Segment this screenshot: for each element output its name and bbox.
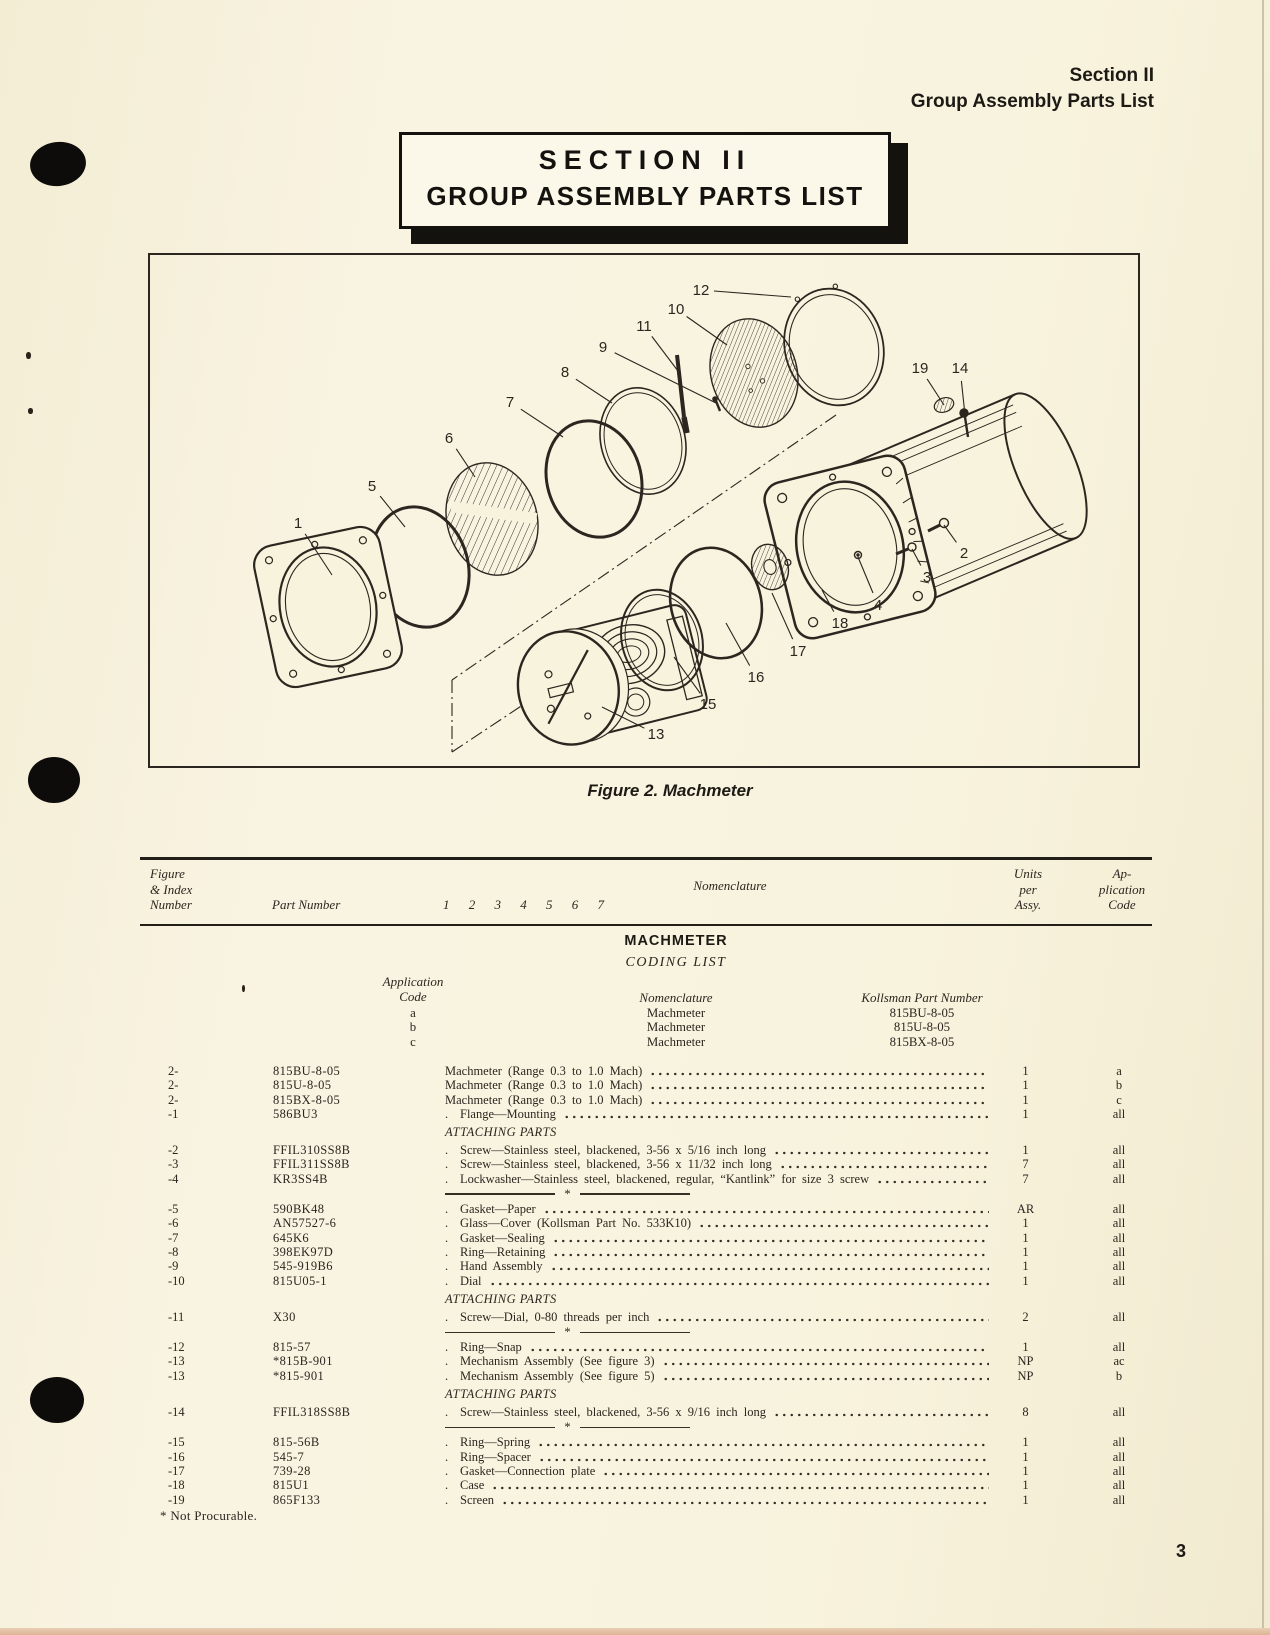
table-row: [168, 1274, 1180, 1288]
indenture-dot: .: [445, 1340, 449, 1355]
attaching-parts-separator: [168, 1419, 1180, 1435]
nomenclature-text: Gasket—Paper: [460, 1202, 536, 1217]
dot-leader: [563, 1114, 989, 1120]
app-code-cell: all: [1112, 1244, 1126, 1259]
table-row: [168, 1340, 1180, 1354]
indenture-dot: .: [445, 1143, 449, 1158]
table-row: [168, 1216, 1180, 1230]
callout-number: 5: [367, 478, 377, 495]
nomenclature-cell: [445, 1369, 993, 1384]
dot-leader: [649, 1085, 989, 1091]
callout-number: 2: [959, 545, 969, 562]
nomenclature-cell: [445, 1172, 993, 1187]
table-row: [168, 1107, 1180, 1121]
figure-index-cell: -14: [168, 1405, 185, 1420]
table-row: [168, 1245, 1180, 1259]
dot-leader: [876, 1179, 989, 1185]
units-cell: 1: [1022, 1435, 1029, 1450]
units-cell: 7: [1022, 1171, 1029, 1186]
nomenclature-cell: [445, 1107, 993, 1122]
table-row: [168, 1259, 1180, 1273]
figure-index-cell: -4: [168, 1171, 179, 1186]
section-title-box: [399, 132, 891, 229]
nomenclature-text: Screw—Stainless steel, blackened, 3-56 x 9/16 inch long: [460, 1405, 767, 1420]
coding-part-number-cell: 815BX-8-05: [889, 1034, 955, 1049]
coding-list-part-numbers: [790, 1006, 1054, 1049]
figure-index-cell: -12: [168, 1340, 185, 1355]
col-header-application-code: Ap- plication Code: [1098, 866, 1146, 912]
figure-caption: Figure 2. Machmeter: [587, 781, 753, 800]
units-cell: 1: [1022, 1478, 1029, 1493]
coding-code-cell: c: [410, 1034, 416, 1049]
indenture-dot: .: [445, 1463, 449, 1478]
part-number-cell: 815BX-8-05: [273, 1092, 341, 1107]
coding-nomenclature-cell: Machmeter: [646, 1006, 706, 1020]
part-number-cell: FFIL311SS8B: [273, 1157, 350, 1172]
app-code-cell: a: [1116, 1064, 1122, 1078]
attaching-parts-heading: [168, 1288, 1180, 1310]
callout-leader-line: [726, 623, 750, 666]
page-edge-shadow: [1262, 0, 1264, 1635]
coding-list-nomenclatures: [560, 1006, 792, 1049]
table-row: [168, 1093, 1180, 1107]
dot-leader: [662, 1376, 989, 1382]
figure-index-cell: -3: [168, 1157, 179, 1172]
part-number-cell: 815-57: [273, 1340, 311, 1355]
nomenclature-cell: [445, 1259, 993, 1274]
running-header-title: Group Assembly Parts List: [910, 91, 1154, 112]
nomenclature-text: Ring—Snap: [460, 1340, 522, 1355]
app-code-cell: all: [1112, 1202, 1126, 1217]
part-case-flange: [761, 452, 939, 642]
indenture-dot: .: [445, 1478, 449, 1493]
part-number-cell: 865F133: [273, 1492, 321, 1507]
indenture-dot: .: [445, 1216, 449, 1231]
separator-rule: *: [445, 1190, 690, 1198]
units-cell: 1: [1022, 1078, 1029, 1093]
dot-leader: [501, 1500, 989, 1506]
units-cell: 1: [1022, 1230, 1029, 1245]
figure-index-cell: -9: [168, 1259, 179, 1274]
nomenclature-cell: [445, 1405, 993, 1420]
units-cell: 1: [1022, 1244, 1029, 1259]
punch-hole: [28, 757, 80, 803]
nomenclature-cell: [445, 1274, 993, 1289]
attaching-parts-heading: [168, 1121, 1180, 1143]
part-screw-14: [960, 409, 968, 437]
callout-number: 6: [444, 430, 454, 447]
table-row: [168, 1078, 1180, 1092]
nomenclature-text: Ring—Spring: [460, 1435, 531, 1450]
nomenclature-cell: [445, 1143, 993, 1158]
figure-index-cell: -5: [168, 1202, 179, 1217]
figure-index-cell: -1: [168, 1106, 179, 1121]
coding-header-part-number: Kollsman Part Number: [861, 990, 983, 1005]
figure-box: [148, 253, 1140, 768]
callout-leader-line: [714, 291, 791, 297]
table-top-rule: [140, 857, 1152, 860]
figure-index-cell: -15: [168, 1435, 185, 1450]
dot-leader: [698, 1223, 989, 1229]
coding-list-codes: [348, 1006, 478, 1049]
dot-leader: [550, 1266, 989, 1272]
ink-speck: [242, 985, 245, 992]
part-number-cell: 645K6: [273, 1230, 310, 1245]
part-number-cell: FFIL318SS8B: [273, 1405, 351, 1420]
table-row: [168, 1369, 1180, 1383]
col-header-nomenclature: Nomenclature: [693, 878, 767, 893]
nomenclature-text: Screen: [460, 1492, 495, 1507]
callout-number: 18: [831, 615, 849, 632]
indenture-dot: .: [445, 1405, 449, 1420]
app-code-cell: all: [1112, 1449, 1126, 1464]
table-row: [168, 1450, 1180, 1464]
coding-list-title: CODING LIST: [625, 955, 727, 970]
part-screw-2: [928, 519, 949, 532]
table-header-rule: [140, 924, 1152, 926]
units-cell: 1: [1022, 1064, 1029, 1078]
app-code-cell: ac: [1113, 1354, 1125, 1369]
indenture-dot: .: [445, 1202, 449, 1217]
table-row: [168, 1478, 1180, 1492]
figure-index-cell: -19: [168, 1492, 185, 1507]
ink-speck: [28, 408, 33, 414]
dot-leader: [529, 1347, 989, 1353]
indenture-dot: .: [445, 1354, 449, 1369]
nomenclature-cell: [445, 1157, 993, 1172]
callout-number: 13: [647, 726, 665, 743]
col-header-indenture-levels: 1 2 3 4 5 6 7: [443, 897, 612, 912]
callout-number: 7: [505, 394, 515, 411]
part-hand: [677, 355, 687, 433]
app-code-cell: all: [1112, 1230, 1126, 1245]
nomenclature-text: Screw—Stainless steel, blackened, 3-56 x 11/32 inch long: [460, 1157, 772, 1172]
table-row: [168, 1405, 1180, 1419]
dot-leader: [489, 1281, 989, 1287]
nomenclature-text: Flange—Mounting: [460, 1106, 556, 1121]
coding-nomenclature-cell: Machmeter: [646, 1034, 706, 1049]
part-dial: [698, 308, 811, 437]
attaching-parts-label: ATTACHING PARTS: [445, 1387, 557, 1402]
nomenclature-cell: [445, 1245, 993, 1260]
attaching-parts-heading: [168, 1383, 1180, 1405]
coding-part-number-cell: 815BU-8-05: [889, 1006, 955, 1020]
app-code-cell: all: [1112, 1157, 1126, 1172]
nomenclature-text: Mechanism Assembly (See figure 3): [460, 1354, 655, 1369]
nomenclature-text: Machmeter (Range 0.3 to 1.0 Mach): [445, 1092, 643, 1107]
callout-number: 14: [951, 360, 969, 377]
coding-part-number-cell: 815U-8-05: [893, 1020, 951, 1035]
group-title: MACHMETER: [624, 933, 728, 949]
app-code-cell: all: [1112, 1259, 1126, 1274]
figure-index-cell: -6: [168, 1216, 179, 1231]
callout-leader-line: [687, 316, 727, 345]
table-row: [168, 1202, 1180, 1216]
coding-header-application-code: Application Code: [382, 974, 444, 1004]
dot-leader: [773, 1150, 989, 1156]
punch-hole: [28, 139, 89, 189]
exploded-view-diagram: [150, 255, 1138, 766]
callout-number: 19: [911, 360, 929, 377]
table-row: [168, 1354, 1180, 1368]
app-code-cell: all: [1112, 1273, 1126, 1288]
coding-code-cell: b: [409, 1020, 417, 1035]
attaching-parts-separator: [168, 1324, 1180, 1340]
callout-number: 10: [667, 301, 685, 318]
dot-leader: [552, 1238, 989, 1244]
callout-number: 12: [692, 282, 710, 299]
app-code-cell: all: [1112, 1143, 1126, 1158]
app-code-cell: c: [1116, 1092, 1122, 1107]
app-code-cell: all: [1112, 1216, 1126, 1231]
table-row: [168, 1064, 1180, 1078]
indenture-dot: .: [445, 1259, 449, 1274]
part-number-cell: X30: [273, 1309, 296, 1324]
callout-number: 1: [293, 515, 303, 532]
callout-leader-line: [576, 379, 612, 403]
figure-index-cell: -11: [168, 1309, 185, 1324]
figure-index-cell: -17: [168, 1463, 185, 1478]
table-row: [168, 1231, 1180, 1245]
coding-nomenclature-cell: Machmeter: [646, 1020, 706, 1035]
nomenclature-cell: [445, 1354, 993, 1369]
app-code-cell: all: [1112, 1435, 1126, 1450]
units-cell: 1: [1022, 1106, 1029, 1121]
nomenclature-text: Gasket—Connection plate: [460, 1463, 596, 1478]
nomenclature-text: Machmeter (Range 0.3 to 1.0 Mach): [445, 1064, 643, 1078]
table-row: [168, 1435, 1180, 1449]
nomenclature-cell: [445, 1435, 993, 1450]
coding-code-cell: a: [410, 1006, 416, 1020]
units-cell: 1: [1022, 1449, 1029, 1464]
footnote: * Not Procurable.: [160, 1508, 258, 1523]
page-number: 3: [1176, 1541, 1187, 1561]
units-cell: AR: [1016, 1202, 1035, 1217]
app-code-cell: all: [1112, 1106, 1126, 1121]
nomenclature-cell: [445, 1216, 993, 1231]
nomenclature-text: Dial: [460, 1273, 482, 1288]
nomenclature-text: Screw—Stainless steel, blackened, 3-56 x 5/16 inch long: [460, 1143, 767, 1158]
callout-number: 3: [922, 569, 932, 586]
dot-leader: [491, 1485, 989, 1491]
table-row: [168, 1493, 1180, 1507]
units-cell: 1: [1022, 1273, 1029, 1288]
callout-leader-line: [652, 336, 678, 371]
dot-leader: [662, 1361, 989, 1367]
running-header: [911, 63, 1154, 115]
callout-leader-line: [944, 525, 956, 542]
units-cell: 1: [1022, 1463, 1029, 1478]
callout-leader-line: [615, 353, 716, 403]
part-number-cell: *815B-901: [273, 1354, 333, 1369]
dot-leader: [543, 1209, 989, 1215]
part-number-cell: 815U05-1: [273, 1273, 327, 1288]
part-number-cell: FFIL310SS8B: [273, 1143, 351, 1158]
table-row: [168, 1310, 1180, 1324]
part-number-cell: 815U-8-05: [273, 1078, 332, 1093]
app-code-cell: all: [1112, 1309, 1126, 1324]
punch-hole: [30, 1377, 84, 1423]
col-header-units: Units per Assy.: [1013, 866, 1043, 912]
figure-index-cell: -10: [168, 1273, 185, 1288]
indenture-dot: .: [445, 1157, 449, 1172]
app-code-cell: b: [1115, 1078, 1123, 1093]
nomenclature-text: Hand Assembly: [460, 1259, 543, 1274]
figure-index-cell: -13: [168, 1368, 185, 1383]
app-code-cell: all: [1112, 1171, 1126, 1186]
table-row: [168, 1172, 1180, 1186]
callout-number: 8: [560, 364, 570, 381]
indenture-dot: .: [445, 1435, 449, 1450]
callout-number: 16: [747, 669, 765, 686]
part-cover-glass: [433, 452, 551, 586]
units-cell: 1: [1022, 1092, 1029, 1107]
app-code-cell: all: [1112, 1405, 1126, 1420]
units-cell: 1: [1022, 1216, 1029, 1231]
part-number-cell: 398EK97D: [273, 1244, 334, 1259]
units-cell: NP: [1017, 1354, 1034, 1369]
ink-speck: [26, 352, 31, 359]
figure-index-cell: -16: [168, 1449, 185, 1464]
nomenclature-cell: [445, 1478, 993, 1493]
nomenclature-text: Mechanism Assembly (See figure 5): [460, 1368, 655, 1383]
app-code-cell: all: [1112, 1492, 1126, 1507]
section-title-line1: SECTION II: [538, 145, 752, 175]
units-cell: 1: [1022, 1143, 1029, 1158]
indenture-dot: .: [445, 1171, 449, 1186]
figure-index-cell: 2-: [168, 1078, 179, 1093]
indenture-dot: .: [445, 1492, 449, 1507]
part-number-cell: 545-7: [273, 1449, 305, 1464]
nomenclature-text: Glass—Cover (Kollsman Part No. 533K10): [460, 1216, 692, 1231]
part-number-cell: 586BU3: [273, 1106, 318, 1121]
callout-leader-line: [927, 379, 944, 405]
indenture-dot: .: [445, 1309, 449, 1324]
part-number-cell: 815BU-8-05: [273, 1064, 341, 1078]
nomenclature-text: Ring—Spacer: [460, 1449, 531, 1464]
separator-rule: *: [445, 1423, 690, 1431]
indenture-dot: .: [445, 1230, 449, 1245]
col-header-part-number: Part Number: [272, 897, 341, 912]
figure-index-cell: 2-: [168, 1064, 179, 1078]
dot-leader: [602, 1471, 989, 1477]
running-header-section: Section II: [1069, 65, 1154, 86]
table-row: [168, 1143, 1180, 1157]
dot-leader: [656, 1317, 989, 1323]
app-code-cell: all: [1112, 1463, 1126, 1478]
indenture-dot: .: [445, 1106, 449, 1121]
dot-leader: [649, 1100, 989, 1106]
indenture-dot: .: [445, 1449, 449, 1464]
part-number-cell: 590BK48: [273, 1202, 325, 1217]
figure-index-cell: -13: [168, 1354, 185, 1369]
dot-leader: [779, 1164, 989, 1170]
nomenclature-cell: [445, 1231, 993, 1246]
figure-index-cell: 2-: [168, 1092, 179, 1107]
figure-index-cell: -7: [168, 1230, 179, 1245]
attaching-parts-label: ATTACHING PARTS: [445, 1291, 557, 1306]
part-mechanism: [506, 601, 710, 756]
nomenclature-cell: [445, 1464, 993, 1479]
units-cell: 1: [1022, 1492, 1029, 1507]
callout-leader-line: [521, 409, 563, 437]
dot-leader: [773, 1412, 989, 1418]
table-row: [168, 1464, 1180, 1478]
dot-leader: [649, 1071, 989, 1077]
nomenclature-cell: [445, 1493, 993, 1508]
dot-leader: [552, 1252, 989, 1258]
units-cell: 7: [1022, 1157, 1029, 1172]
dot-leader: [538, 1457, 989, 1463]
indenture-dot: .: [445, 1273, 449, 1288]
nomenclature-text: Case: [460, 1478, 485, 1493]
figure-index-cell: -18: [168, 1478, 185, 1493]
indenture-dot: .: [445, 1368, 449, 1383]
attaching-parts-separator: [168, 1186, 1180, 1202]
callout-number: 17: [789, 643, 807, 660]
callout-number: 9: [598, 339, 608, 356]
part-number-cell: 815-56B: [273, 1435, 320, 1450]
part-number-cell: *815-901: [273, 1368, 325, 1383]
callout-number: 4: [873, 597, 883, 614]
dot-leader: [537, 1442, 989, 1448]
nomenclature-cell: [445, 1078, 993, 1093]
nomenclature-text: Screw—Dial, 0-80 threads per inch: [460, 1309, 650, 1324]
part-number-cell: AN57527-6: [273, 1216, 337, 1231]
nomenclature-text: Lockwasher—Stainless steel, blackened, regular, “Kantlink” for size 3 screw: [460, 1171, 870, 1186]
part-number-cell: 545-919B6: [273, 1259, 333, 1274]
nomenclature-text: Gasket—Sealing: [460, 1230, 545, 1245]
nomenclature-cell: [445, 1340, 993, 1355]
nomenclature-cell: [445, 1202, 993, 1217]
units-cell: NP: [1017, 1368, 1034, 1383]
parts-table-body: [168, 1064, 1180, 1507]
units-cell: 1: [1022, 1340, 1029, 1355]
page-edge-shadow: [0, 1628, 1270, 1635]
app-code-cell: all: [1112, 1340, 1126, 1355]
callout-number: 15: [699, 696, 717, 713]
units-cell: 2: [1022, 1309, 1029, 1324]
part-mounting-flange: [250, 523, 405, 690]
attaching-parts-label: ATTACHING PARTS: [445, 1125, 557, 1140]
indenture-dot: .: [445, 1244, 449, 1259]
part-number-cell: KR3SS4B: [273, 1171, 328, 1186]
nomenclature-cell: [445, 1064, 993, 1079]
section-title-line2: GROUP ASSEMBLY PARTS LIST: [426, 181, 864, 211]
nomenclature-cell: [445, 1093, 993, 1108]
nomenclature-text: Ring—Retaining: [460, 1244, 546, 1259]
app-code-cell: b: [1115, 1368, 1123, 1383]
coding-header-nomenclature: Nomenclature: [639, 990, 713, 1005]
units-cell: 1: [1022, 1259, 1029, 1274]
table-row: [168, 1157, 1180, 1171]
callout-number: 11: [636, 318, 652, 335]
col-header-figure-index: Figure & Index Number: [150, 866, 193, 912]
part-number-cell: 815U1: [273, 1478, 310, 1493]
units-cell: 8: [1022, 1405, 1029, 1420]
nomenclature-text: Machmeter (Range 0.3 to 1.0 Mach): [445, 1078, 643, 1093]
nomenclature-cell: [445, 1310, 993, 1325]
figure-index-cell: -8: [168, 1244, 179, 1259]
app-code-cell: all: [1112, 1478, 1126, 1493]
nomenclature-cell: [445, 1450, 993, 1465]
part-number-cell: 739-28: [273, 1463, 311, 1478]
separator-rule: *: [445, 1328, 690, 1336]
part-sealing-gasket: [533, 409, 656, 548]
figure-index-cell: -2: [168, 1143, 179, 1158]
